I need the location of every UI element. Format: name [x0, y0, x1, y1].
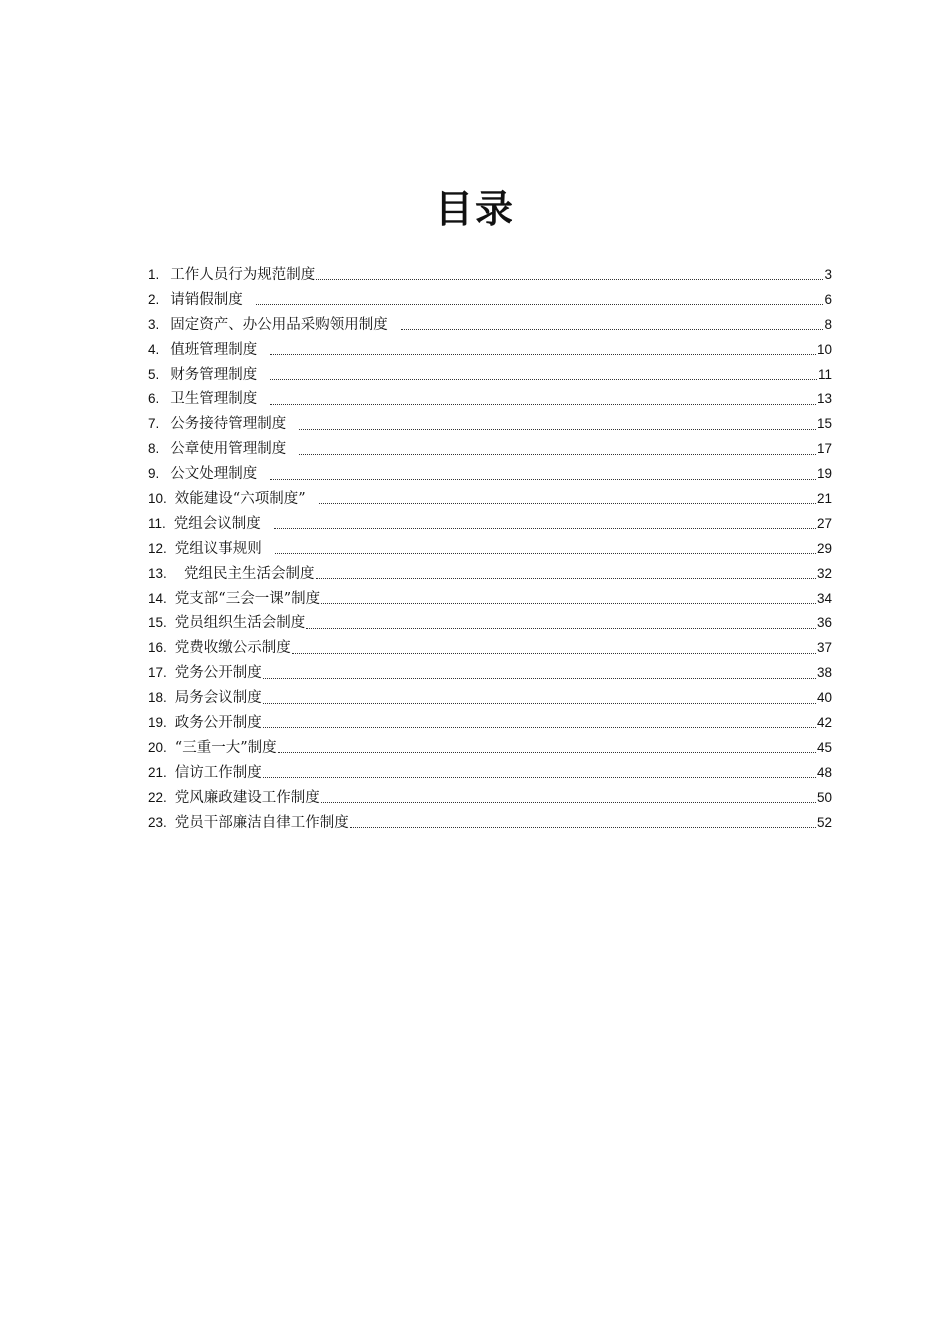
- toc-entry-title: 公务接待管理制度: [170, 416, 287, 433]
- toc-entry-page-number: 21: [816, 491, 832, 507]
- toc-dot-leader: [270, 343, 816, 357]
- toc-entry-number: 14.: [148, 590, 167, 606]
- toc-entry[interactable]: [148, 811, 832, 836]
- toc-dot-leader: [299, 443, 816, 457]
- toc-entry-page-number: 15: [816, 416, 832, 432]
- toc-entry[interactable]: [148, 761, 832, 786]
- toc-entry-number: 22.: [148, 789, 167, 805]
- toc-entry-page-number: 17: [816, 441, 832, 457]
- toc-entry-title: 值班管理制度: [170, 341, 258, 358]
- toc-dot-leader: [316, 268, 823, 282]
- toc-entry[interactable]: [148, 363, 832, 388]
- toc-entry[interactable]: [148, 263, 832, 288]
- toc-dot-leader: [275, 542, 816, 556]
- toc-entry-number: 5.: [148, 366, 160, 382]
- toc-entry[interactable]: [148, 313, 832, 338]
- toc-entry-page-number: 13: [816, 391, 832, 407]
- toc-dot-leader: [263, 692, 816, 706]
- toc-entry-number: 3.: [148, 316, 160, 332]
- toc-entry[interactable]: [148, 487, 832, 512]
- toc-entry-page-number: 42: [816, 715, 832, 731]
- toc-entry-page-number: 48: [816, 764, 832, 780]
- toc-entry-number: 12.: [148, 540, 167, 556]
- toc-dot-leader: [321, 791, 816, 805]
- toc-entry-title: 党员干部廉洁自律工作制度: [174, 814, 349, 831]
- toc-entry-number: 8.: [148, 441, 160, 457]
- toc-entry-page-number: 50: [816, 789, 832, 805]
- toc-entry[interactable]: [148, 786, 832, 811]
- toc-entry-title: 党组民主生活会制度: [174, 565, 315, 582]
- toc-dot-leader: [256, 293, 824, 307]
- toc-dot-leader: [350, 816, 816, 830]
- toc-entry-page-number: 3: [824, 267, 832, 282]
- toc-entry-page-number: 19: [816, 466, 832, 482]
- toc-entry-title: 财务管理制度: [170, 366, 258, 383]
- toc-dot-leader: [306, 617, 816, 631]
- toc-dot-leader: [270, 393, 816, 407]
- toc-entry-page-number: 8: [824, 316, 832, 332]
- toc-entry-number: 20.: [148, 739, 167, 755]
- toc-dot-leader: [274, 517, 816, 531]
- toc-entry-title: 公章使用管理制度: [170, 441, 287, 458]
- toc-entry[interactable]: [148, 611, 832, 636]
- toc-entry-number: 23.: [148, 814, 167, 830]
- toc-entry-title: 公文处理制度: [170, 466, 258, 483]
- toc-entry-page-number: 34: [816, 590, 832, 606]
- toc-dot-leader: [299, 418, 816, 432]
- toc-entry-number: 17.: [148, 665, 167, 681]
- toc-entry[interactable]: [148, 587, 832, 612]
- toc-dot-leader: [270, 468, 816, 482]
- toc-entry[interactable]: [148, 686, 832, 711]
- toc-entry-title: 工作人员行为规范制度: [170, 267, 316, 283]
- toc-entry-title: 政务公开制度: [174, 715, 262, 732]
- toc-entry-title: 请销假制度: [170, 291, 243, 308]
- toc-entry[interactable]: [148, 736, 832, 761]
- toc-dot-leader: [270, 368, 817, 382]
- toc-entry-page-number: 38: [816, 665, 832, 681]
- toc-entry-title: 卫生管理制度: [170, 391, 258, 408]
- toc-entry[interactable]: [148, 636, 832, 661]
- toc-dot-leader: [278, 741, 816, 755]
- toc-list: [148, 263, 832, 835]
- toc-entry[interactable]: [148, 711, 832, 736]
- toc-entry-title: 局务会议制度: [174, 690, 262, 707]
- toc-entry-page-number: 45: [816, 739, 832, 755]
- toc-entry-title: 党风廉政建设工作制度: [174, 789, 320, 806]
- toc-entry[interactable]: [148, 562, 832, 587]
- toc-entry-page-number: 37: [816, 640, 832, 656]
- toc-title: 目录: [434, 187, 515, 231]
- toc-entry-page-number: 27: [816, 515, 832, 531]
- toc-entry[interactable]: [148, 462, 832, 487]
- toc-entry-title: 党费收缴公示制度: [174, 640, 291, 657]
- toc-entry-page-number: 52: [816, 814, 832, 830]
- toc-entry-page-number: 10: [816, 341, 832, 357]
- toc-entry-number: 11.: [148, 515, 166, 531]
- toc-dot-leader: [292, 642, 816, 656]
- toc-entry[interactable]: [148, 661, 832, 686]
- toc-dot-leader: [401, 318, 824, 332]
- toc-entry-number: 15.: [148, 615, 167, 631]
- toc-entry-title: “三重一大”制度: [174, 739, 277, 756]
- toc-entry-number: 1.: [148, 267, 160, 282]
- toc-entry-number: 7.: [148, 416, 160, 432]
- toc-entry-page-number: 11: [817, 366, 832, 382]
- toc-entry-number: 19.: [148, 715, 167, 731]
- toc-dot-leader: [263, 667, 816, 681]
- toc-entry-title: 效能建设“六项制度”: [174, 491, 306, 508]
- toc-entry-title: 党支部“三会一课”制度: [174, 590, 321, 607]
- toc-entry[interactable]: [148, 537, 832, 562]
- toc-entry-page-number: 32: [816, 565, 832, 581]
- toc-entry[interactable]: [148, 288, 832, 313]
- toc-dot-leader: [321, 592, 816, 606]
- toc-entry-number: 21.: [148, 764, 167, 780]
- toc-entry-number: 4.: [148, 341, 160, 357]
- toc-dot-leader: [319, 492, 816, 506]
- toc-entry-title: 党务公开制度: [174, 665, 262, 682]
- toc-entry-number: 13.: [148, 565, 167, 581]
- toc-entry[interactable]: [148, 387, 832, 412]
- toc-entry-page-number: 29: [816, 540, 832, 556]
- toc-entry-title: 固定资产、办公用品采购领用制度: [170, 316, 388, 333]
- toc-entry-number: 16.: [148, 640, 167, 656]
- toc-entry[interactable]: [148, 338, 832, 363]
- toc-entry-number: 9.: [148, 466, 160, 482]
- toc-entry-title: 党组会议制度: [173, 515, 261, 532]
- toc-entry[interactable]: [148, 512, 832, 537]
- toc-entry-title: 党组议事规则: [174, 540, 262, 557]
- toc-dot-leader: [316, 567, 816, 581]
- toc-entry-page-number: 40: [816, 690, 832, 706]
- toc-entry-page-number: 36: [816, 615, 832, 631]
- toc-entry-number: 18.: [148, 690, 167, 706]
- toc-entry-title: 信访工作制度: [174, 764, 262, 781]
- toc-entry-page-number: 6: [824, 291, 832, 307]
- toc-entry-title: 党员组织生活会制度: [174, 615, 306, 632]
- toc-entry-number: 10.: [148, 491, 167, 507]
- toc-entry-number: 6.: [148, 391, 160, 407]
- toc-dot-leader: [263, 766, 816, 780]
- toc-entry-number: 2.: [148, 291, 160, 307]
- toc-entry[interactable]: [148, 412, 832, 437]
- toc-entry[interactable]: [148, 437, 832, 462]
- toc-dot-leader: [263, 716, 816, 730]
